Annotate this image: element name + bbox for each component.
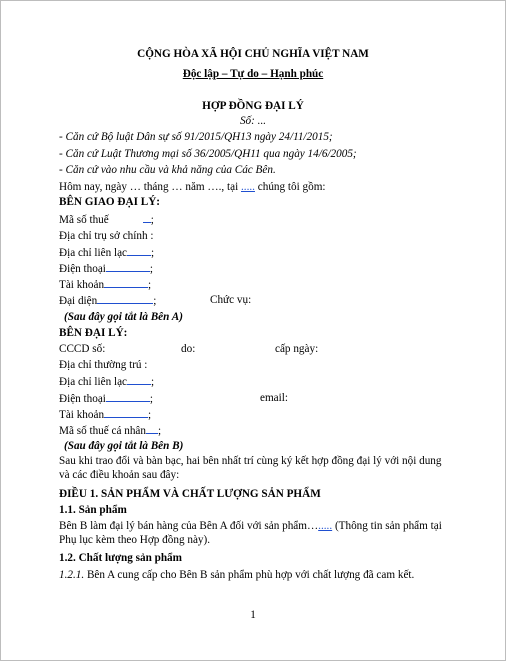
party-a-address: Địa chỉ trụ sở chính : [59, 230, 154, 242]
party-a-phone: Điện thoại ; [59, 263, 154, 275]
party-a-tax-code: Mã số thuế ; [59, 214, 154, 226]
section-1-1-text: Bên B làm đại lý bán hàng của Bên A đối với sản phẩm…..... (Thông tin sản phẩm tại Phụ lục kèm theo Hợp đồng này). [59, 520, 442, 546]
party-a-position: Chức vụ: [210, 294, 252, 306]
legal-basis-3: - Căn cứ vào nhu cầu và khả năng của Các Bên. [59, 164, 276, 176]
party-b-phone: Điện thoại ; [59, 393, 154, 405]
party-b-contact-address: Địa chỉ liên lạc ; [59, 376, 155, 388]
intro-line: Hôm nay, ngày … tháng … năm …., tại ..... chúng tôi gồm: [59, 181, 326, 193]
legal-basis-1: - Căn cứ Bộ luật Dân sự số 91/2015/QH13 ngày 24/11/2015; [59, 131, 333, 143]
party-b-personal-tax-code: Mã số thuế cá nhân ; [59, 425, 162, 437]
party-a-note: (Sau đây gọi tắt là Bên A) [64, 311, 183, 323]
agreement-paragraph: Sau khi trao đổi và bàn bạc, hai bên nhất trí cùng ký kết hợp đồng đại lý với nội dung và các điều khoản sau đây: [59, 455, 442, 481]
party-b-issued-by: do: [181, 343, 196, 355]
party-a-account: Tài khoản ; [59, 279, 152, 291]
party-a-heading: BÊN GIAO ĐẠI LÝ: [59, 196, 161, 208]
party-b-account: Tài khoản ; [59, 409, 152, 421]
section-1-2-title: 1.2. Chất lượng sản phẩm [59, 552, 182, 564]
page-number: 1 [250, 609, 256, 621]
article-1-title: ĐIỀU 1. SẢN PHẨM VÀ CHẤT LƯỢNG SẢN PHẨM [59, 488, 321, 500]
party-b-id-card: CCCD số: [59, 343, 106, 355]
party-b-note: (Sau đây gọi tắt là Bên B) [64, 440, 184, 452]
document-title: HỢP ĐỒNG ĐẠI LÝ [202, 100, 304, 112]
party-b-heading: BÊN ĐẠI LÝ: [59, 327, 128, 339]
legal-basis-2: - Căn cứ Luật Thương mại số 36/2005/QH11 qua ngày 14/6/2005; [59, 148, 357, 160]
motto: Độc lập – Tự do – Hạnh phúc [182, 68, 324, 80]
party-a-contact-address: Địa chỉ liên lạc ; [59, 247, 155, 259]
section-1-2-1-text: 1.2.1. Bên A cung cấp cho Bên B sản phẩm phù hợp với chất lượng đã cam kết. [59, 569, 415, 581]
section-1-1-title: 1.1. Sản phẩm [59, 504, 127, 516]
location-blank: ..... [240, 181, 255, 193]
product-blank: ..... [318, 520, 333, 532]
contract-number: Số: ... [239, 115, 267, 127]
party-b-email: email: [260, 392, 288, 404]
party-b-permanent-address: Địa chỉ thường trú : [59, 359, 148, 371]
country-header: CỘNG HÒA XÃ HỘI CHỦ NGHĨA VIỆT NAM [137, 48, 369, 60]
party-a-representative: Đại diện ; [59, 295, 157, 307]
party-b-issued-date: cấp ngày: [275, 343, 319, 355]
